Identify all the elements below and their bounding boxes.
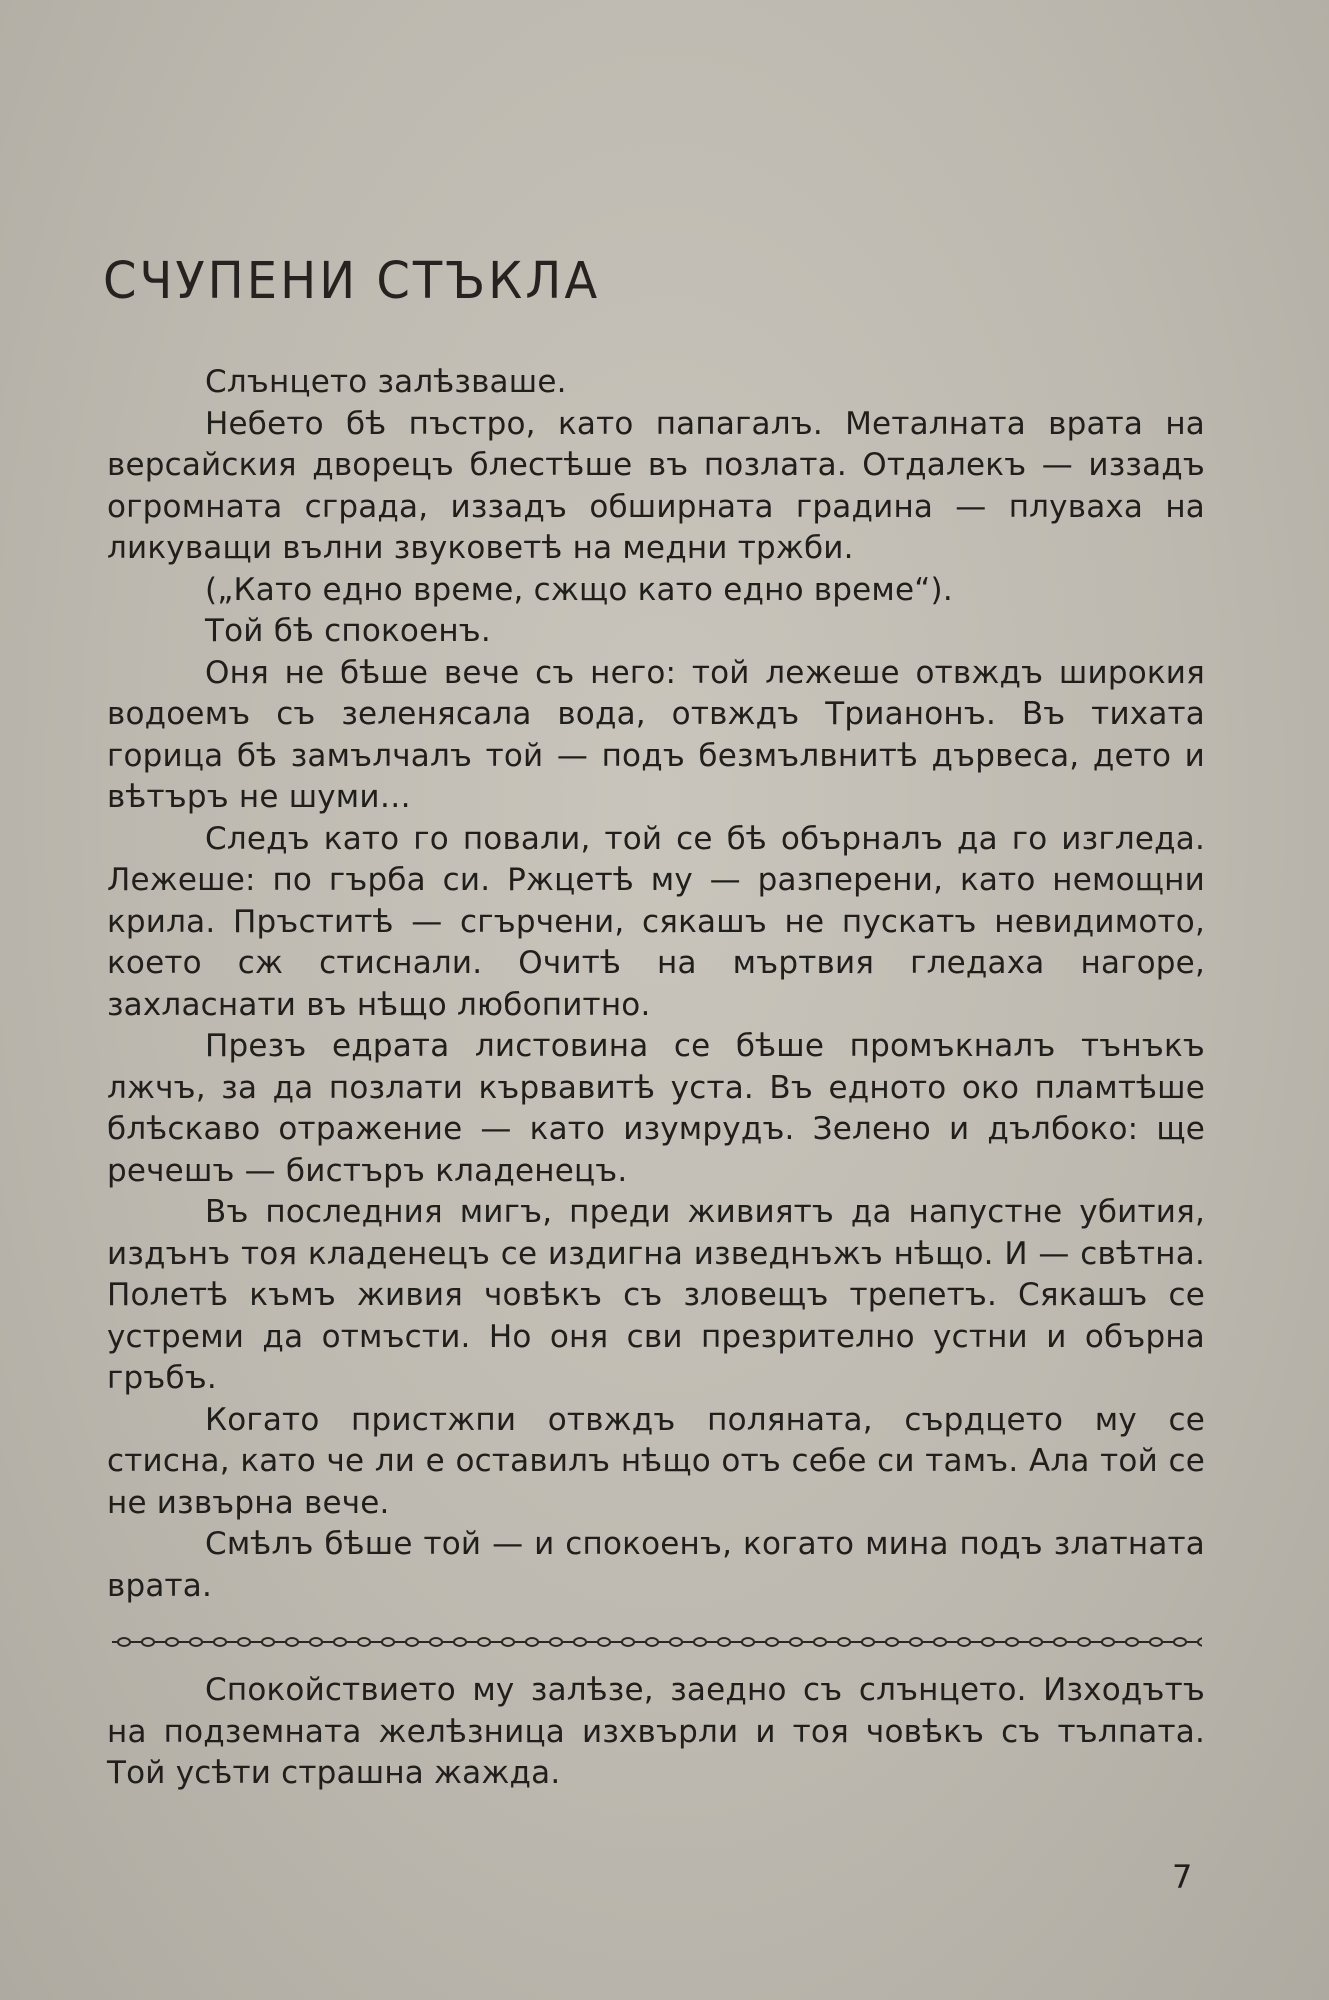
paragraph: Смѣлъ бѣше той — и спокоенъ, когато мина подъ златната врата. bbox=[107, 1526, 1205, 1604]
paragraph: Той бѣ спокоенъ. bbox=[205, 613, 491, 649]
chapter-title: СЧУПЕНИ СТЪКЛА bbox=[103, 252, 601, 311]
paragraph: Следъ като го повали, той се бѣ обърналъ да го изгледа. Лежеше: по гърба си. Ржцетѣ му — разперени, като немощни крила. Пръститѣ — сгърчени, сякашъ не пускатъ невидимото, което сж стиснали. Очитѣ на мъртвия гледаха нагоре, захласнати въ нѣщо любопитно. bbox=[107, 820, 1205, 1023]
page-number: 7 bbox=[1172, 1858, 1193, 1896]
ornamental-divider bbox=[112, 1632, 1202, 1652]
paragraph: Небето бѣ пъстро, като папагалъ. Металната врата на версайския дворецъ блестѣше въ позлата. Отдалекъ — иззадъ огромната сграда, иззадъ обширната градина — плуваха на ликуващи вълни звуковетѣ на медни тржби. bbox=[107, 405, 1205, 566]
paragraph: („Като едно време, сжщо като едно време“). bbox=[205, 571, 953, 608]
paragraph: Спокойствието му залѣзе, заедно съ слънцето. Изходътъ на подземната желѣзница изхвърли и тоя човѣкъ съ тълпата. Той усѣти страшна жажда. bbox=[107, 1672, 1205, 1791]
paragraph: Оня не бѣше вече съ него: той лежеше отвждъ широкия водоемъ съ зеленясала вода, отвждъ Трианонъ. Въ тихата горица бѣ замълчалъ той — подъ безмълвнитѣ дървеса, дето и вѣтъръ не шуми… bbox=[107, 654, 1205, 815]
paragraph: Когато пристжпи отвждъ поляната, сърдцето му се стисна, като че ли е оставилъ нѣщо отъ себе си тамъ. Ала той се не извърна вече. bbox=[107, 1401, 1205, 1521]
paragraph: Въ последния мигъ, преди живиятъ да напустне убития, издънъ тоя кладенецъ се издигна изведнъжъ нѣщо. И — свѣтна. Полетѣ къмъ живия човѣкъ съ зловещъ трепетъ. Сякашъ се устреми да отмъсти. Но оня сви презрително устни и обърна гръбъ. bbox=[107, 1194, 1205, 1396]
paragraph: Слънцето залѣзваше. bbox=[205, 364, 567, 400]
paragraph: Презъ едрата листовина се бѣше промъкналъ тънъкъ лжчъ, за да позлати кървавитѣ уста. Въ едното око пламтѣше блѣскаво отражение — като изумрудъ. Зелено и дълбоко: ще речешъ — бистъръ кладенецъ. bbox=[107, 1028, 1205, 1189]
chapter-body bbox=[107, 362, 1205, 1607]
chapter-body-continued bbox=[107, 1670, 1205, 1795]
